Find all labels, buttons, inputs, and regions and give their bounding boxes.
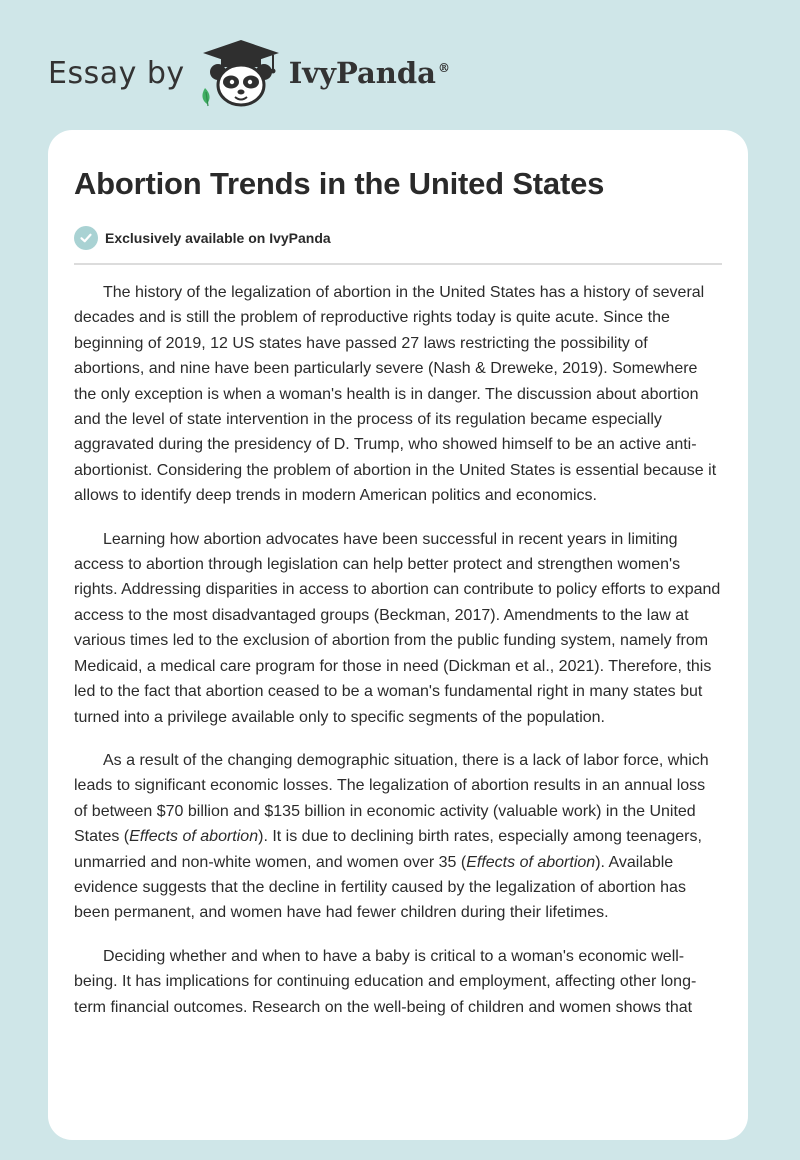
citation-effects-of-abortion: Effects of abortion bbox=[129, 828, 259, 846]
citation-effects-of-abortion: Effects of abortion bbox=[466, 853, 596, 871]
brand-prefix: Essay by bbox=[48, 55, 185, 91]
check-circle-icon bbox=[74, 226, 98, 250]
exclusive-badge bbox=[74, 224, 722, 252]
divider bbox=[74, 263, 722, 265]
paragraph-1: The history of the legalization of abortion in the United States has a history of several decades and is still the problem of reproductive rights today is quite acute. Since the beginning of 2019, 12 US states have passed 27 laws restricting the possibility of abortions, and nine have been particularly severe (Nash & Dreweke, 2019). Somewhere the only exception is when a woman's health is in danger. The discussion about abortion and the level of state intervention in the process of its regulation became especially aggravated during the presidency of D. Trump, who showed himself to be an active anti-abortionist. Considering the problem of abortion in the United States is essential because it allows to identify deep trends in modern American politics and economics. bbox=[74, 284, 717, 505]
paragraph-4: Deciding whether and when to have a baby is critical to a woman's economic well-being. It has implications for continuing education and employment, affecting other long-term financial outcomes. Research on the well-being of children and women shows that bbox=[74, 947, 697, 1016]
paragraph-3 bbox=[74, 748, 722, 926]
essay-title: Abortion Trends in the United States bbox=[74, 166, 605, 201]
essay-body bbox=[74, 280, 722, 1020]
site-header bbox=[48, 36, 450, 110]
registered-mark: ® bbox=[437, 61, 450, 76]
paragraph-2: Learning how abortion advocates have been successful in recent years in limiting access to abortion through legislation can help better protect and strengthen women's rights. Addressing disparities in access to abortion can contribute to policy efforts to expand access to the most disadvantaged groups (Beckman, 2017). Amendments to the law at various times led to the exclusion of abortion from the public funding system, namely from Medicaid, a medical care program for those in need (Dickman et al., 2021). Therefore, this led to the fact that abortion ceased to be a woman's fundamental right in many states but turned into a privilege available only to specific segments of the population. bbox=[74, 530, 721, 726]
paragraph-3-part-a: As a result of the changing demographic situation, there is a lack of labor force, which leads to significant economic losses. The legalization of abortion results in an annual loss of between $70 billion and $135 billion in economic activity (valuable work) in the United States ( bbox=[74, 751, 709, 846]
badge-label: Exclusively available on IvyPanda bbox=[105, 230, 331, 246]
paragraph-3-part-e: ). Available evidence suggests that the decline in fertility caused by the legalization of abortion has been permanent, and women have had fewer children during their lifetimes. bbox=[74, 853, 686, 922]
paragraph-3-part-c: ). It is due to declining birth rates, especially among teenagers, unmarried and non-white women, and women over 35 ( bbox=[74, 828, 702, 871]
essay-card bbox=[48, 130, 748, 1140]
brand-name[interactable]: IvyPanda ® bbox=[288, 56, 450, 90]
panda-logo-icon[interactable] bbox=[197, 36, 285, 110]
